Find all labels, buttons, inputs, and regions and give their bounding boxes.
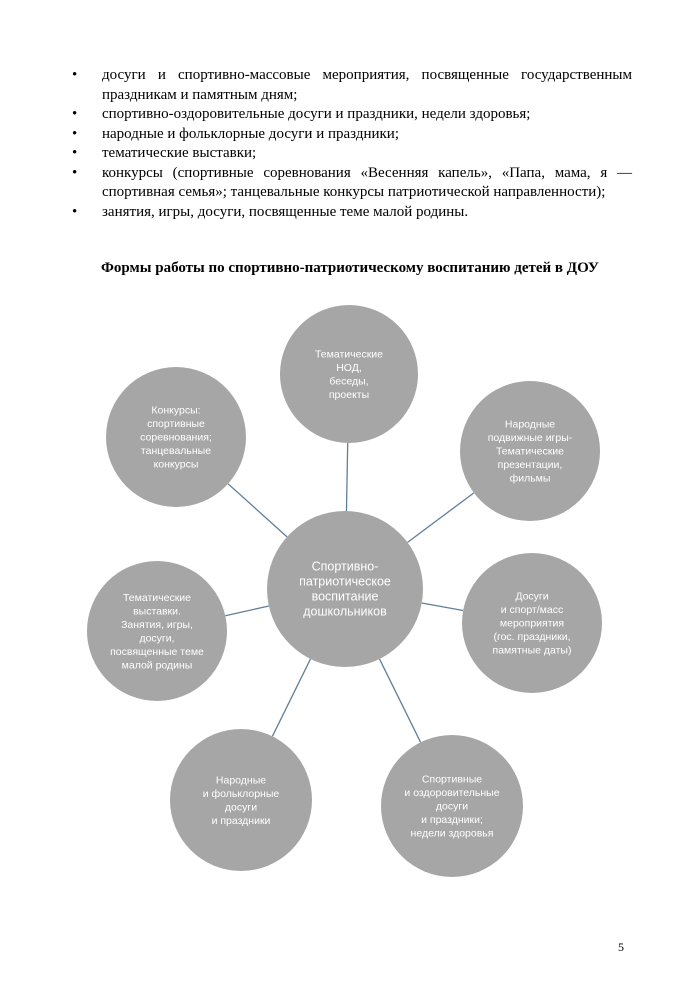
node-top-left-text-line: танцевальные [140,445,212,457]
node-top-right-text-line: фильмы [509,472,551,485]
node-bottom-right-text-line: Спортивные [421,773,483,786]
node-bottom-left-text-line: Народные [215,774,267,787]
node-top-right-text-line: подвижные игры- [487,432,573,444]
node-right-text-line: (гос. праздники, [493,631,571,643]
node-bottom-left-text-line: досуги [224,801,258,814]
bullet-item: • спортивно-оздоровительные досуги и праздники, недели здоровья; [72,105,632,125]
center-node [267,511,423,667]
node-top-shape [280,305,418,443]
page-number: 5 [618,940,624,954]
node-left-text-line: малой родины [121,659,193,672]
node-bottom-left-text-line: и фольклорные [202,787,280,800]
node-top-left-text-line: соревнования; [140,431,212,444]
center-node-text-line: патриотическое [299,574,391,589]
diagram-nodes [87,305,602,877]
center-node-text-line: Спортивно- [311,559,379,574]
connector-line-right [422,603,463,611]
node-right [462,553,602,693]
connector-line-top-right [408,493,474,543]
connector-line-top [346,443,347,511]
node-top-text-line: беседы, [329,375,369,388]
node-top-right-text-line: презентации, [497,459,563,471]
bullet-item: • досуги и спортивно-массовые мероприятия, посвященные государственным праздникам и памятным дням; [72,66,632,105]
node-left-text-line: Тематические [122,591,192,604]
node-top-left [106,367,246,507]
node-right-text-line: и спорт/масс [500,604,564,616]
node-bottom-left-shape [170,729,312,871]
node-right-text-line: Досуги [515,590,549,603]
node-top-text-line: НОД, [336,361,362,374]
node-bottom-right [381,735,523,877]
connector-line-bottom-left [272,659,310,736]
node-top-right-text-line: Тематические [495,445,565,458]
node-bottom-right-text-line: досуги [435,800,469,813]
node-top-left-text-line: Конкурсы: [151,404,201,417]
node-top-right [460,381,600,521]
connector-line-bottom-right [379,659,420,742]
bullet-item: • тематические выставки; [72,144,632,164]
node-bottom-right-text-line: и оздоровительные [404,787,500,799]
bullet-item: • конкурсы (спортивные соревнования «Весенняя капель», «Папа, мама, я — спортивная семья»; танцевальные конкурсы патриотической направленности); [72,164,632,203]
node-left [87,561,227,701]
node-top-left-text-line: спортивные [147,418,205,430]
connector-line-top-left [228,484,287,537]
connector-line-left [225,606,269,616]
node-left-shape [87,561,227,701]
center-node-text-line: воспитание [311,589,379,604]
node-top-left-text-line: конкурсы [153,458,199,471]
bullet-item: • народные и фольклорные досуги и праздники; [72,125,632,145]
node-left-text-line: посвященные теме [110,645,204,658]
node-right-text-line: мероприятия [499,617,565,630]
node-top-right-text-line: Народные [504,418,556,431]
diagram-heading: Формы работы по спортивно-патриотическому воспитанию детей в ДОУ [101,260,599,276]
node-left-text-line: выставки. [133,605,181,618]
node-left-text-line: Занятия, игры, [121,618,193,631]
bullet-item: • занятия, игры, досуги, посвященные теме малой родины. [72,203,632,223]
node-left-text-line: досуги, [139,632,175,645]
node-bottom-left [170,729,312,871]
center-node-text-line: дошкольников [303,604,387,619]
node-top [280,305,418,443]
node-right-text-line: памятные даты) [492,644,572,657]
node-bottom-right-text-line: недели здоровья [410,827,494,840]
node-bottom-right-text-line: и праздники; [421,814,483,826]
node-bottom-left-text-line: и праздники [211,814,271,827]
node-top-text-line: проекты [328,388,370,401]
node-top-text-line: Тематические [314,348,384,361]
